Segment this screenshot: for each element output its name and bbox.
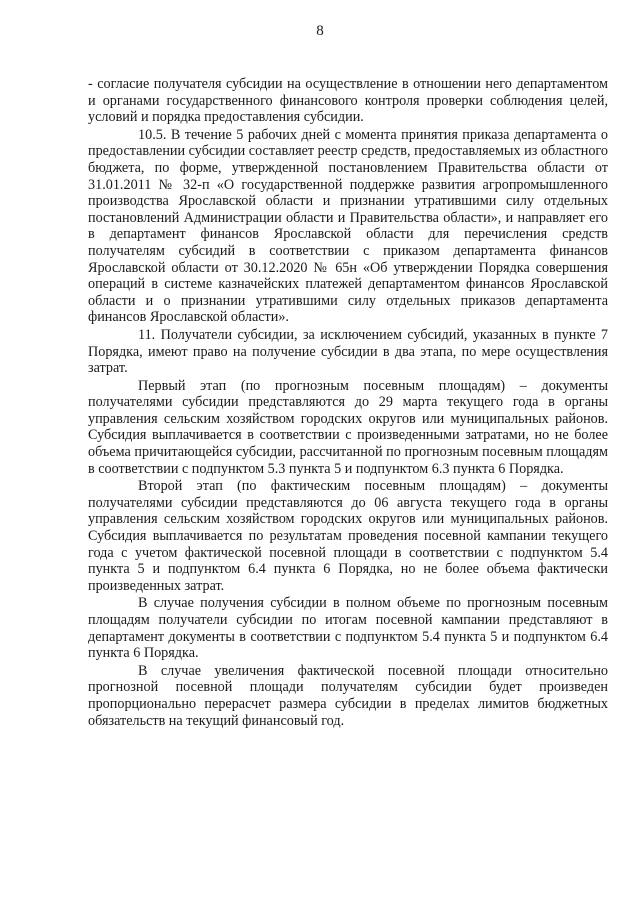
- paragraph-first-stage: Первый этап (по прогнозным посевным площадям) – документы получателями субсидии представляются до 29 марта текущего года в органы управления сельским хозяйством городских округов или муниципальных районов. Субсидия выплачивается в соответствии с произведенными затратами, но не более объема причитающейся субсидии, рассчитанной по прогнозным посевным площадям в соответствии с подпунктом 5.3 пункта 5 и подпунктом 6.3 пункта 6 Порядка.: [88, 377, 608, 477]
- paragraph-recalculation: В случае увеличения фактической посевной площади относительно прогнозной посевной площади получателям субсидии будет произведен пропорционально перерасчет размера субсидии в пределах лимитов бюджетных обязательств на текущий финансовый год.: [88, 662, 608, 729]
- paragraph-consent: - согласие получателя субсидии на осуществление в отношении него департаментом и органами государственного финансового контроля проверки соблюдения целей, условий и порядка предоставления субсидии.: [88, 76, 608, 126]
- paragraph-full-subsidy: В случае получения субсидии в полном объеме по прогнозным посевным площадям получатели субсидии по итогам посевной кампании представляют в департамент документы в соответствии с подпунктом 5.4 пункта 5 и подпунктом 6.4 пункта 6 Порядка.: [88, 595, 608, 662]
- paragraph-11: 11. Получатели субсидии, за исключением субсидий, указанных в пункте 7 Порядка, имеют право на получение субсидии в два этапа, по мере осуществления затрат.: [88, 326, 608, 377]
- paragraph-second-stage: Второй этап (по фактическим посевным площадям) – документы получателями субсидии представляются до 06 августа текущего года в органы управления сельским хозяйством городских округов или муниципальных районов. Субсидия выплачивается по результатам проведения посевной кампании текущего года с учетом фактической посевной площади в соответствии с подпунктом 5.4 пункта 5 и подпунктом 6.4 пункта 6 Порядка, но не более объема фактически произведенных затрат.: [88, 478, 608, 594]
- paragraph-10-5: 10.5. В течение 5 рабочих дней с момента принятия приказа департамента о предоставлении субсидии составляет реестр средств, предоставляемых из областного бюджета, по форме, утвержденной постановлением Правительства области от 31.01.2011 № 32-п «О государственной поддержке развития агропромышленного производства Ярославской области и признании утратившими силу отдельных постановлений Администрации области и Правительства области», и направляет его в департамент финансов Ярославской области для перечисления средств получателям субсидий в соответствии с приказом департамента финансов Ярославской области от 30.12.2020 № 65н «Об утверждении Порядка совершения операций в системе казначейских платежей департаментом финансов Ярославской области и о признании утратившими силу отдельных приказов департамента финансов Ярославской области».: [88, 126, 608, 326]
- document-body: [88, 76, 608, 730]
- page-number: 8: [316, 23, 324, 39]
